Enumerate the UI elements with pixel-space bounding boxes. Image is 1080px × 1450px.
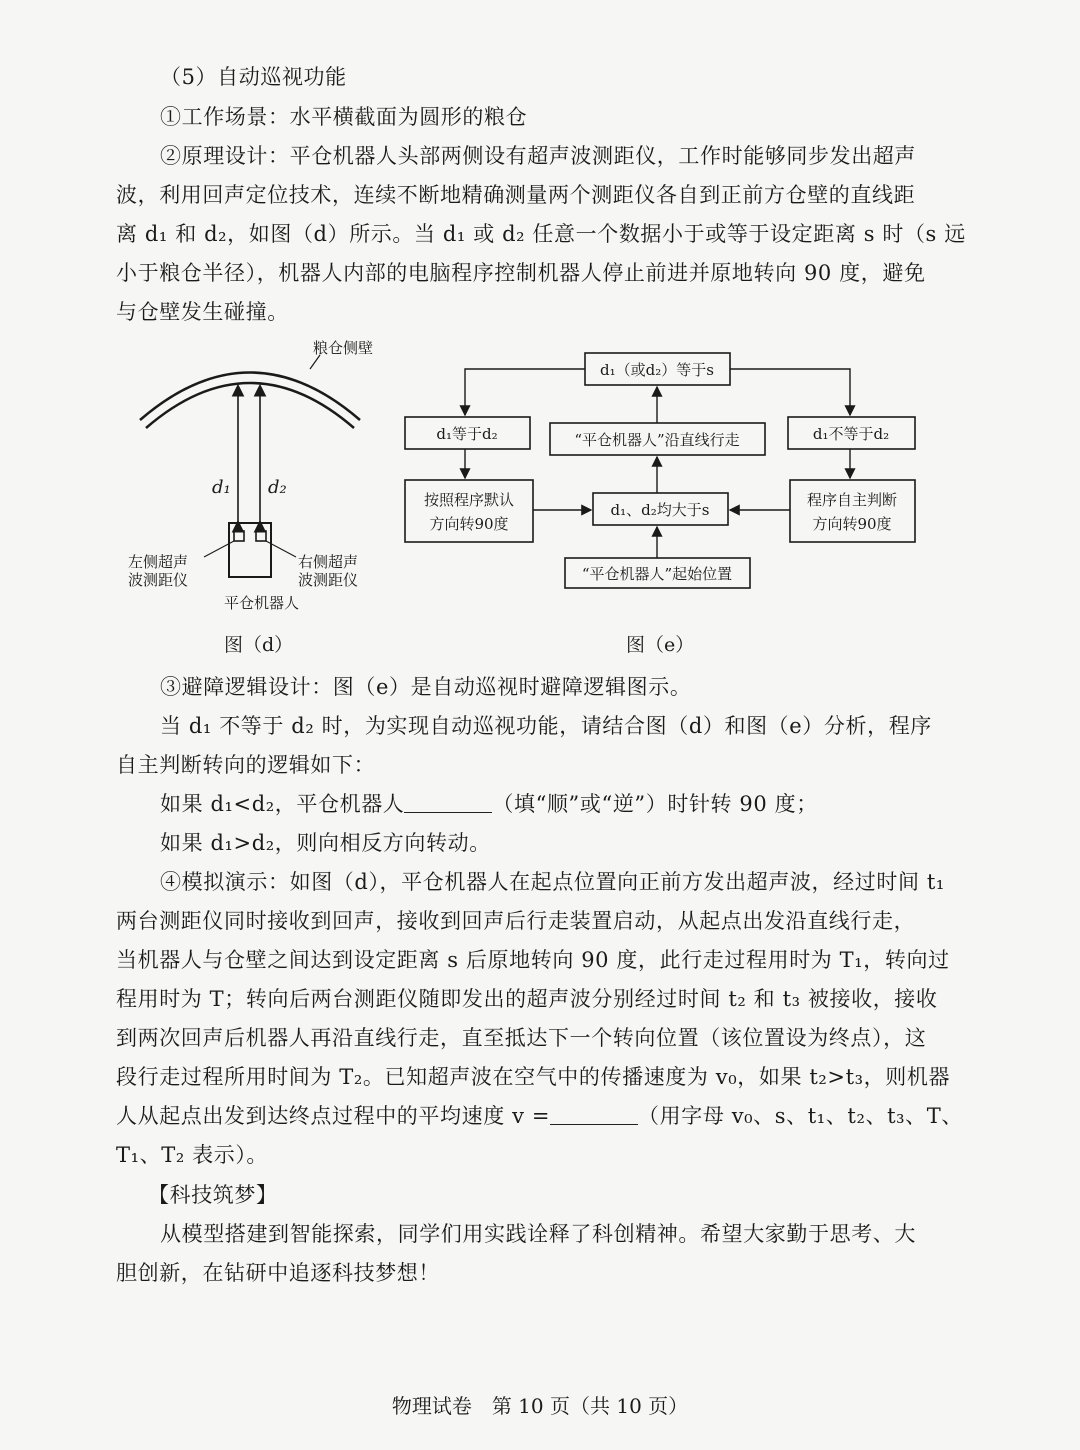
sim-line-1: ④模拟演示：如图（d），平仓机器人在起点位置向正前方发出超声波，经过时间 t₁ — [160, 870, 945, 894]
box-right-action-text-2: 方向转90度 — [812, 515, 892, 533]
scene-line: ①工作场景：水平横截面为圆形的粮仓 — [160, 105, 528, 129]
sim-line-6: 段行走过程所用时间为 T₂。已知超声波在空气中的传播速度为 v₀，如果 t₂>t₃，则机器 — [116, 1065, 951, 1089]
principle-line-4: 小于粮仓半径），机器人内部的电脑程序控制机器人停止前进并原地转向 90 度，避免 — [116, 261, 926, 285]
right-sensor-label-2: 波测距仪 — [298, 571, 359, 589]
page-footer: 物理试卷 第 10 页（共 10 页） — [391, 1394, 689, 1418]
principle-line-5: 与仓壁发生碰撞。 — [116, 300, 289, 324]
section-heading: （5）自动巡视功能 — [160, 65, 347, 89]
logic-line-2: 当 d₁ 不等于 d₂ 时，为实现自动巡视功能，请结合图（d）和图（e）分析，程序 — [160, 714, 932, 738]
box-top-text: d₁（或d₂）等于s — [600, 361, 714, 379]
sim-last-pre: 人从起点出发到达终点过程中的平均速度 v = — [116, 1104, 551, 1128]
logic-if1 — [160, 789, 818, 819]
logic-if2: 如果 d₁>d₂，则向相反方向转动。 — [160, 831, 491, 855]
sim-line-5: 到两次回声后机器人再沿直线行走，直至抵达下一个转向位置（该位置设为终点），这 — [116, 1026, 927, 1050]
sim-final: T₁、T₂ 表示）。 — [116, 1143, 269, 1167]
principle-line-3: 离 d₁ 和 d₂，如图（d）所示。当 d₁ 或 d₂ 任意一个数据小于或等于设定距离 s 时（s 远 — [116, 222, 966, 246]
sim-line-2: 两台测距仪同时接收到回声，接收到回声后行走装置启动，从起点出发沿直线行走， — [116, 909, 916, 933]
answer-blank-2[interactable] — [550, 1102, 638, 1125]
box-start-text: “平仓机器人”起始位置 — [581, 565, 733, 583]
box-right-cond-text: d₁不等于d₂ — [812, 425, 890, 443]
grain-bin-wall — [140, 373, 360, 429]
d1-label: d₁ — [212, 477, 231, 498]
logic-line-3: 自主判断转向的逻辑如下： — [116, 753, 376, 777]
principle-line-2: 波，利用回声定位技术，连续不断地精确测量两个测距仪各自到正前方仓壁的直线距 — [116, 183, 916, 207]
sim-line-4: 程用时为 T；转向后两台测距仪随即发出的超声波分别经过时间 t₂ 和 t₃ 被接收，接收 — [116, 987, 938, 1011]
box-left-action-text-2: 方向转90度 — [429, 515, 509, 533]
arrow-top-to-left — [465, 369, 585, 415]
answer-blank-1[interactable] — [404, 790, 492, 813]
principle-line-1: ②原理设计：平仓机器人头部两侧设有超声波测距仪，工作时能够同步发出超声 — [160, 144, 916, 168]
figure-e-flowchart — [400, 345, 930, 595]
dream-line-2: 胆创新，在钻研中追逐科技梦想！ — [116, 1261, 440, 1285]
left-sensor-label-2: 波测距仪 — [128, 571, 189, 589]
left-sensor — [234, 531, 244, 541]
box-left-action-text-1: 按照程序默认 — [423, 491, 515, 509]
left-sensor-label-1: 左侧超声 — [128, 553, 189, 571]
logic-if1-pre: 如果 d₁<d₂，平仓机器人 — [160, 792, 405, 816]
robot-label: 平仓机器人 — [224, 594, 300, 612]
right-sensor-label-1: 右侧超声 — [298, 553, 359, 571]
d2-label: d₂ — [268, 477, 287, 498]
sim-last-post: （用字母 v₀、s、t₁、t₂、t₃、T、 — [638, 1104, 963, 1128]
figure-d-diagram — [120, 335, 390, 620]
box-middle-go-text: “平仓机器人”沿直线行走 — [574, 431, 740, 449]
logic-if1-post: （填“顺”或“逆”）时针转 90 度； — [492, 792, 818, 816]
wall-label-pointer — [310, 355, 320, 369]
dream-title: 【科技筑梦】 — [148, 1183, 278, 1207]
figure-d-caption: 图（d） — [224, 634, 294, 656]
figure-e-caption: 图（e） — [626, 634, 695, 656]
box-center-text: d₁、d₂均大于s — [610, 501, 710, 519]
box-left-cond-text: d₁等于d₂ — [436, 425, 498, 443]
dream-line-1: 从模型搭建到智能探索，同学们用实践诠释了科创精神。希望大家勤于思考、大 — [160, 1222, 916, 1246]
logic-line-1: ③避障逻辑设计：图（e）是自动巡视时避障逻辑图示。 — [160, 675, 692, 699]
sim-line-7 — [116, 1101, 963, 1131]
right-sensor — [256, 531, 266, 541]
box-right-action-text-1: 程序自主判断 — [806, 491, 898, 509]
wall-label: 粮仓侧壁 — [313, 339, 374, 357]
arrow-top-to-right — [730, 369, 850, 415]
sim-line-3: 当机器人与仓壁之间达到设定距离 s 后原地转向 90 度，此行走过程用时为 T₁，转向过 — [116, 948, 950, 972]
